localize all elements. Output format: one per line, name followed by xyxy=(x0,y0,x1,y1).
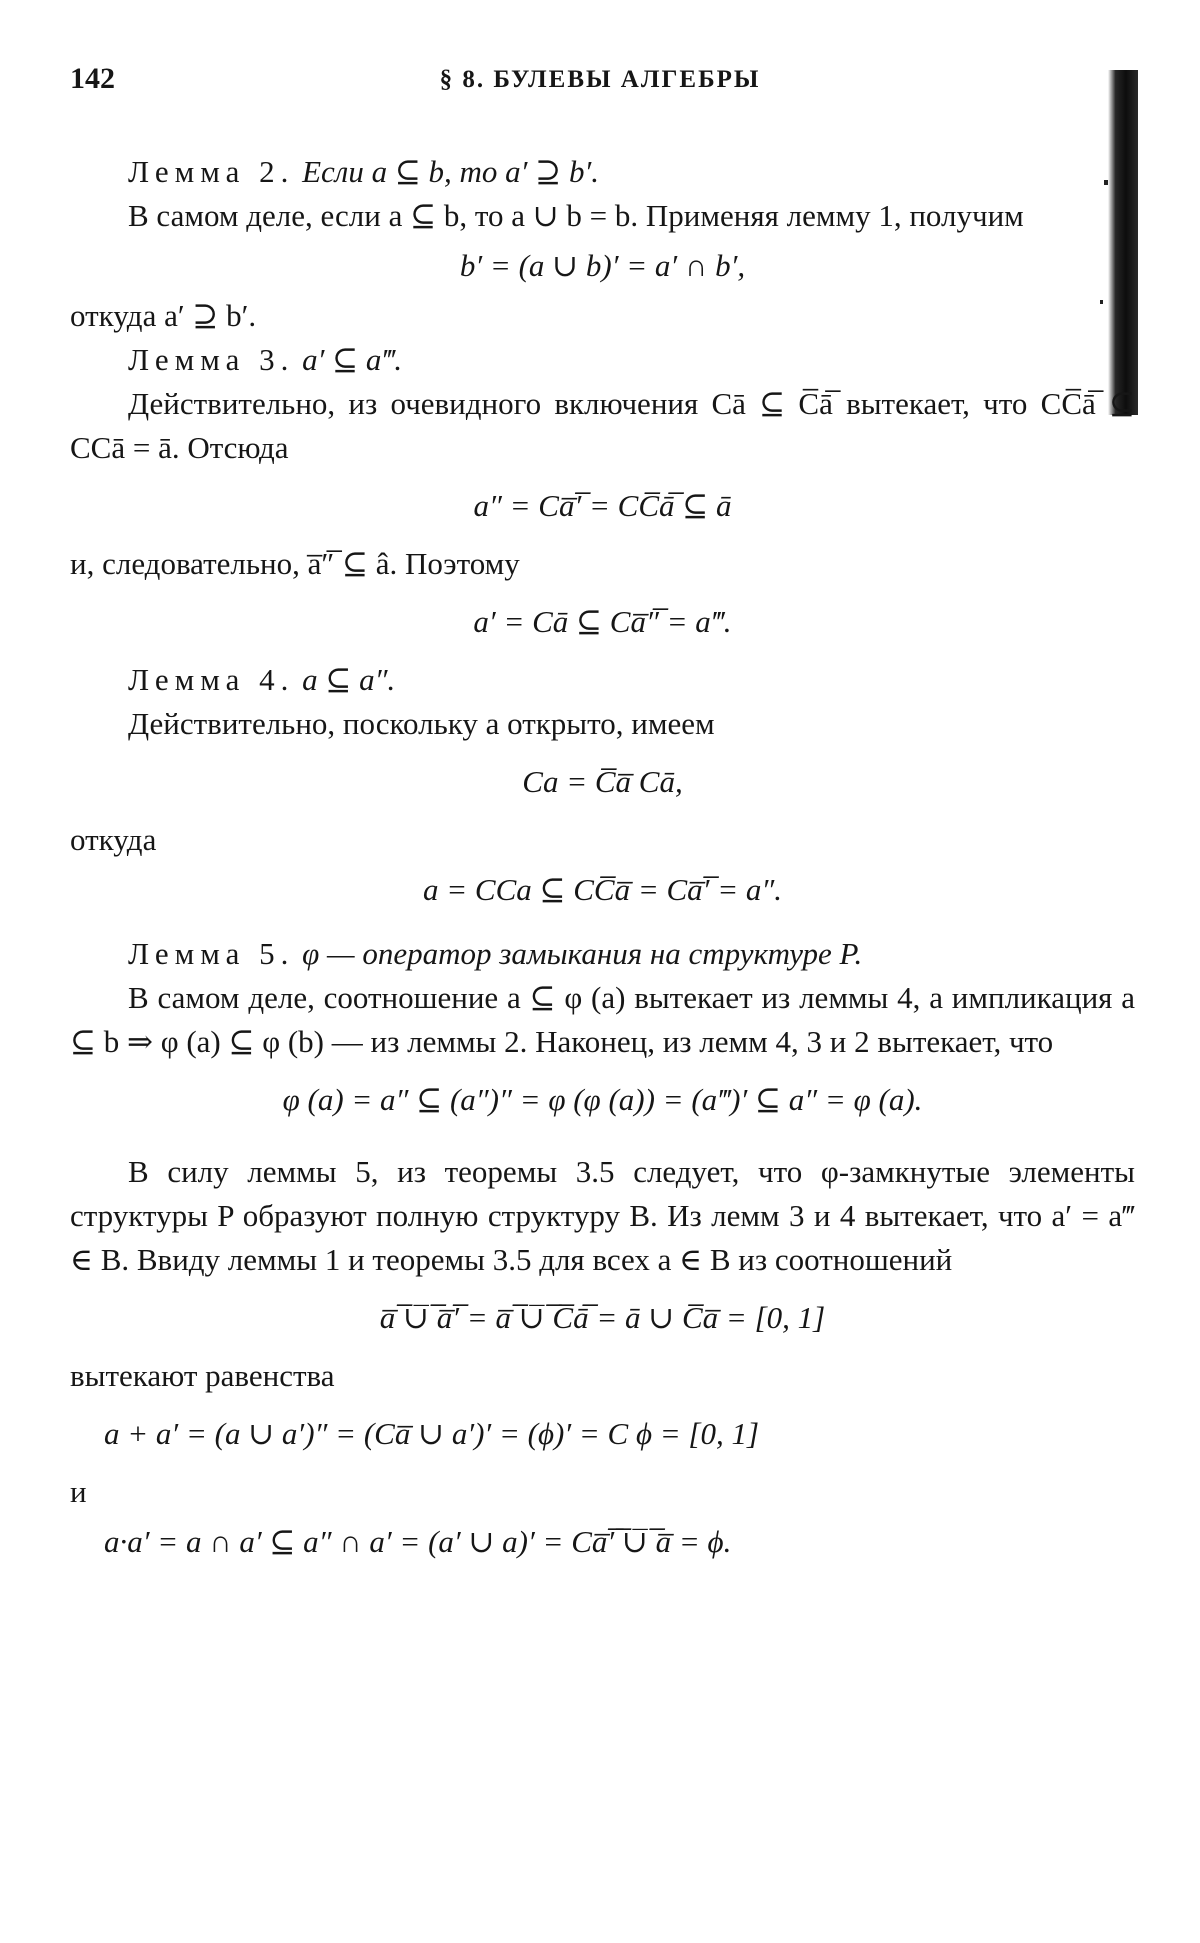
lemma-2-proof: В самом деле, если a ⊆ b, то a ∪ b = b. Применяя лемму 1, получим xyxy=(128,198,1024,233)
conclusion-formula-2: a + a′ = (a ∪ a′)″ = (Ca̅ ∪ a′)′ = (ϕ)′ = C ϕ = [0, 1] xyxy=(104,1416,760,1451)
page-number: 142 xyxy=(70,62,115,95)
lemma-2-heading: Лемма 2. xyxy=(128,154,295,189)
lemma-4-text: a ⊆ a″. xyxy=(302,662,396,697)
lemma-4-formula-2: a = CCa ⊆ CC̅a̅ = Ca̅′̅ = a″. xyxy=(422,872,783,907)
lemma-3-text: a′ ⊆ a‴. xyxy=(302,342,403,377)
lemma-4-heading: Лемма 4. xyxy=(128,662,295,697)
lemma-3-heading: Лемма 3. xyxy=(128,342,295,377)
lemma-2-text: Если a ⊆ b, то a′ ⊇ b′. xyxy=(302,154,599,189)
conclusion-text-2: вытекают равенства xyxy=(70,1358,335,1393)
page-body xyxy=(70,150,1135,1570)
conclusion-formula-3: a·a′ = a ∩ a′ ⊆ a″ ∩ a′ = (a′ ∪ a)′ = Ca̅′̅ ̅∪̅ ̅a̅ = ϕ. xyxy=(104,1524,732,1559)
spacer xyxy=(70,918,1135,932)
lemma-3-formula-2: a′ = Cā ⊆ Ca̅″̅ = a‴. xyxy=(473,604,732,639)
lemma-2-proof-end: откуда a′ ⊇ b′. xyxy=(70,298,257,333)
lemma-5-proof: В самом деле, соотношение a ⊆ φ (a) вытекает из леммы 4, а импликация a ⊆ b ⇒ φ (a) ⊆ φ (b) — из леммы 2. Наконец, из лемм 4, 3 и 2 вытекает, что xyxy=(70,980,1135,1059)
page-header xyxy=(70,62,1130,102)
lemma-4-formula-1: Ca = C̅a̅ Cā, xyxy=(522,764,683,799)
lemma-2-formula: b′ = (a ∪ b)′ = a′ ∩ b′, xyxy=(459,248,746,283)
lemma-5-formula: φ (a) = a″ ⊆ (a″)″ = φ (φ (a)) = (a‴)′ ⊆ a″ = φ (a). xyxy=(282,1082,923,1117)
lemma-3-statement xyxy=(70,338,1135,382)
lemma-3-formula-1: a″ = Ca̅′̅ = CC̅ā̅ ⊆ ā xyxy=(473,488,732,523)
lemma-5-text: φ — оператор замыкания на структуре P. xyxy=(302,936,863,971)
lemma-4-proof: Действительно, поскольку a открыто, имеем xyxy=(128,706,715,741)
lemma-2-statement xyxy=(70,150,1135,194)
lemma-3-proof-cont: и, следовательно, a̅″̅ ⊆ â. Поэтому xyxy=(70,546,520,581)
lemma-4-proof-cont: откуда xyxy=(70,822,157,857)
conclusion-text-1: В силу леммы 5, из теоремы 3.5 следует, что φ-замкнутые элементы структуры P образуют полную структуру B. Из лемм 3 и 4 вытекает, что a′ = a‴ ∈ B. Ввиду леммы 1 и теоремы 3.5 для всех a ∈ B из соотношений xyxy=(70,1154,1135,1277)
spacer xyxy=(70,1136,1135,1150)
lemma-5-heading: Лемма 5. xyxy=(128,936,295,971)
lemma-4-statement xyxy=(70,658,1135,702)
conclusion-formula-1: a̅ ̅∪̅ ̅a̅′̅ = a̅ ̅∪̅ ̅C̅ā̅ = ā ∪ C̅a̅ = [0, 1] xyxy=(379,1300,826,1335)
conclusion-text-3: и xyxy=(70,1474,87,1509)
lemma-5-statement xyxy=(70,932,1135,976)
running-title: § 8. БУЛЕВЫ АЛГЕБРЫ xyxy=(439,66,761,93)
lemma-3-proof: Действительно, из очевидного включения Cā ⊆ C̅ā̅ вытекает, что CC̅ā̅ ⊆ CCā = ā. Отсюда xyxy=(70,386,1135,465)
